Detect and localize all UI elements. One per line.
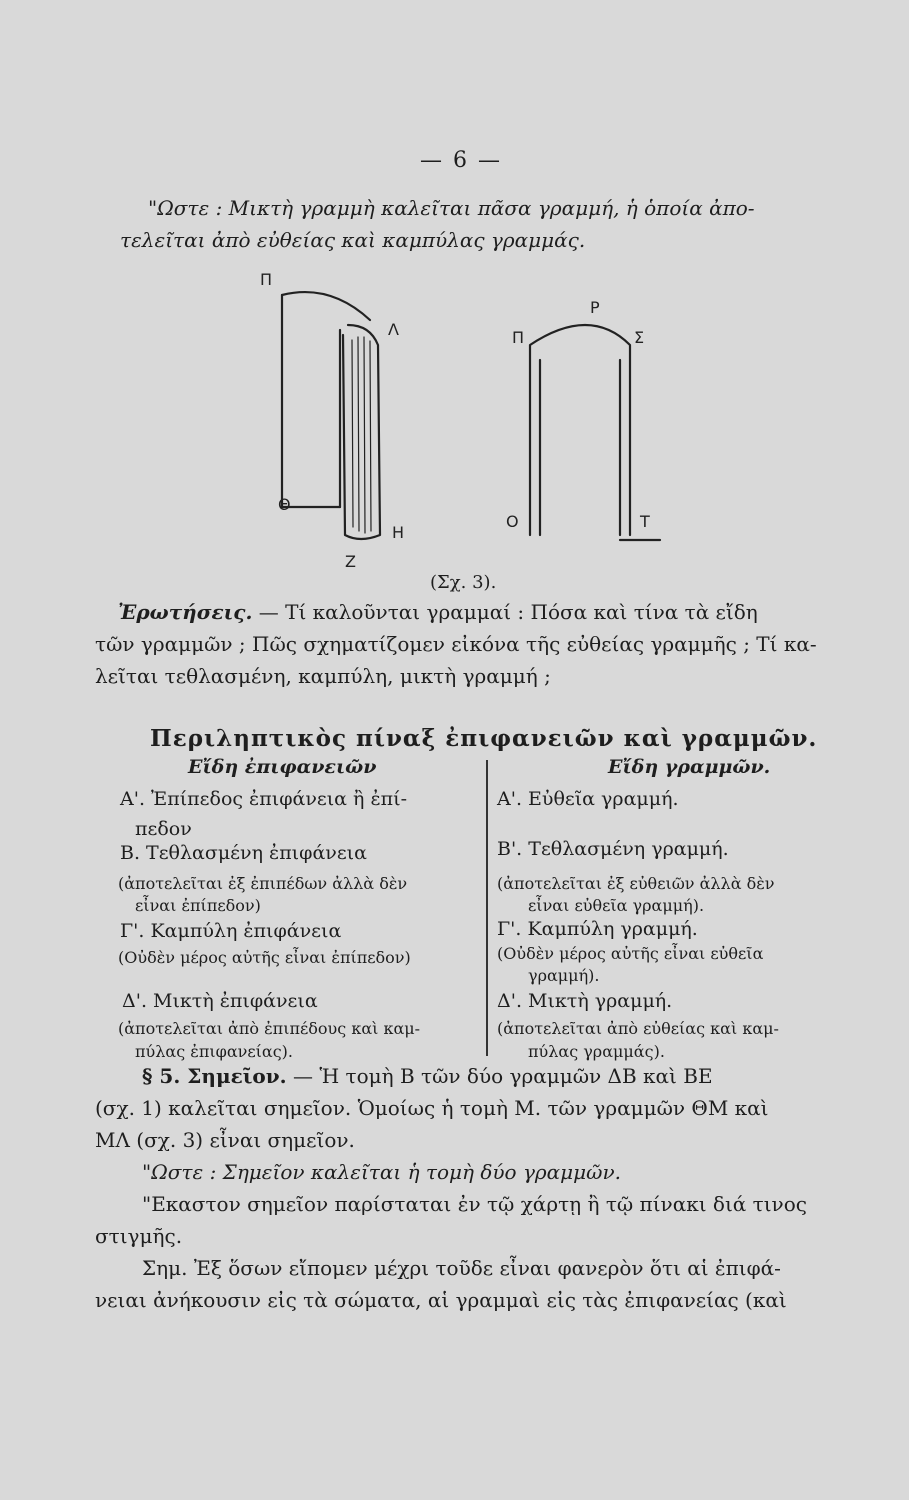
left-d-line-3: πύλας ἐπιφανείας). [135,1042,293,1061]
right-c-line-3: γραμμή). [528,966,600,985]
table-left-header: Εἴδη ἐπιφανειῶν [188,756,377,778]
questions-line-1-text: — Τί καλοῦνται γραμμαί : Πόσα καὶ τίνα τὰ εἴδη [258,600,758,624]
right-figure-outline [530,325,630,535]
figure-caption: (Σχ. 3). [430,572,497,593]
table-divider [486,760,488,1056]
label-right-tau: Τ [640,512,650,531]
label-left-theta: Θ [278,495,291,514]
left-c-line-2: (Οὐδὲν μέρος αὐτῆς εἶναι ἐπίπεδον) [118,948,411,967]
intro-line-1: "Ωστε : Μικτὴ γραμμὴ καλεῖται πᾶσα γραμμή, ἡ ὁποία ἀπο- [148,196,755,220]
right-d-line-3: πύλας γραμμάς). [528,1042,665,1061]
left-figure-hatch [352,337,371,533]
figure-3-drawing [240,265,700,575]
questions-label: Ἐρωτήσεις. [118,600,253,624]
section-line-3: ΜΛ (σχ. 3) εἶναι σημεῖον. [95,1128,355,1152]
right-figure-inner [540,360,620,535]
left-figure-cylinder [343,325,380,539]
label-right-pi: Π [512,328,525,347]
right-c-line-1: Γ'. Καμπύλη γραμμή. [497,918,698,940]
left-c-line-1: Γ'. Καμπύλη ἐπιφάνεια [120,920,342,942]
section-line-1-text: — Ἡ τομὴ Β τῶν δύο γραμμῶν ΔΒ καὶ ΒΕ [292,1064,713,1088]
right-b-line-1: Β'. Τεθλασμένη γραμμή. [497,838,729,860]
left-d-line-1: Δ'. Μικτὴ ἐπιφάνεια [122,990,318,1012]
right-a-line-1: Α'. Εὐθεῖα γραμμή. [497,788,679,810]
right-b-line-3: εἶναι εὐθεῖα γραμμή). [528,896,705,915]
left-figure-outline [282,295,340,507]
left-b-line-1: Β. Τεθλασμένη ἐπιφάνεια [120,842,367,864]
left-b-line-3: εἶναι ἐπίπεδον) [135,896,261,915]
right-d-line-1: Δ'. Μικτὴ γραμμή. [497,990,673,1012]
section-line-4: "Ωστε : Σημεῖον καλεῖται ἡ τομὴ δύο γραμμῶν. [142,1160,621,1184]
section-line-8: νειαι ἀνήκουσιν εἰς τὰ σώματα, αἱ γραμμαὶ εἰς τὰς ἐπιφανείας (καὶ [95,1288,787,1312]
table-right-header: Εἴδη γραμμῶν. [608,756,771,778]
left-d-line-2: (ἀποτελεῖται ἀπὸ ἐπιπέδους καὶ καμ- [118,1019,421,1038]
label-left-lambda: Λ [388,320,399,339]
page-number: — 6 — [420,148,502,173]
right-c-line-2: (Οὐδὲν μέρος αὐτῆς εἶναι εὐθεῖα [497,944,764,963]
label-right-sigma: Σ [634,328,645,347]
label-left-zeta: Ζ [345,552,356,571]
label-right-rho: Ρ [590,298,600,317]
section-line-6: στιγμῆς. [95,1224,183,1248]
right-b-line-2: (ἀποτελεῖται ἐξ εὐθειῶν ἀλλὰ δὲν [497,874,775,893]
label-left-eta: Η [392,523,405,542]
section-label: § 5. Σημεῖον. [142,1064,287,1088]
questions-line-1 [118,600,758,624]
section-line-7: Σημ. Ἐξ ὅσων εἴπομεν μέχρι τοῦδε εἶναι φανερὸν ὅτι αἱ ἐπιφά- [142,1256,781,1280]
intro-line-2: τελεῖται ἀπὸ εὐθείας καὶ καμπύλας γραμμάς. [120,228,586,252]
left-a-line-2: πεδον [135,818,192,840]
left-b-line-2: (ἀποτελεῖται ἐξ ἐπιπέδων ἀλλὰ δὲν [118,874,408,893]
left-a-line-1: Α'. Ἐπίπεδος ἐπιφάνεια ἢ ἐπί- [120,788,408,810]
section-line-1 [142,1064,713,1088]
questions-line-3: λεῖται τεθλασμένη, καμπύλη, μικτὴ γραμμή ; [95,664,551,688]
left-figure-top-curve [282,292,370,320]
table-heading: Περιληπτικὸς πίναξ ἐπιφανειῶν καὶ γραμμῶν. [150,725,818,752]
label-left-pi: Π [260,270,273,289]
section-line-5: "Εκαστον σημεῖον παρίσταται ἐν τῷ χάρτῃ ἢ τῷ πίνακι διά τινος [142,1192,807,1216]
questions-line-2: τῶν γραμμῶν ; Πῶς σχηματίζομεν εἰκόνα τῆς εὐθείας γραμμῆς ; Τί κα- [95,632,817,656]
label-right-omicron: Ο [506,512,519,531]
section-line-2: (σχ. 1) καλεῖται σημεῖον. Ὁμοίως ἡ τομὴ Μ. τῶν γραμμῶν ΘΜ καὶ [95,1096,769,1120]
right-d-line-2: (ἀποτελεῖται ἀπὸ εὐθείας καὶ καμ- [497,1019,779,1038]
